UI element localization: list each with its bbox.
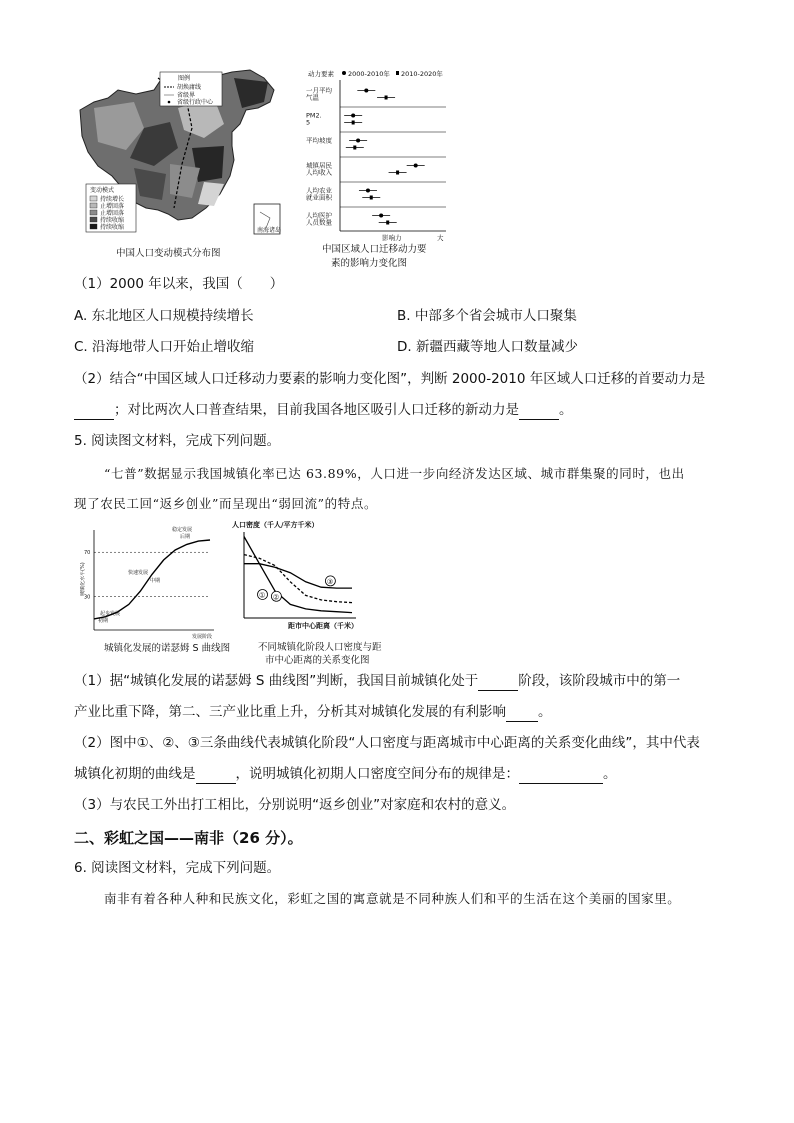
- point-2010-2020: [385, 96, 388, 100]
- x-axis-title: 距市中心距离（千米）: [288, 622, 358, 630]
- q5-2-text-b: ，说明城镇化初期人口密度空间分布的规律是：: [235, 766, 519, 782]
- map-caption: 中国人口变动模式分布图: [116, 248, 221, 259]
- q4-1-stem: （1）2000 年以来，我国（ ）: [74, 276, 284, 292]
- map-legend-title: 图例: [178, 75, 191, 82]
- density-chart: [232, 518, 360, 636]
- curve-marker-label: ②: [272, 593, 280, 602]
- category-label: 气温: [306, 93, 319, 102]
- q5-2-text-c: 。: [603, 766, 617, 782]
- x-axis-label: 发展阶段: [192, 634, 213, 640]
- q6-material: 南非有着各种人种和民族文化，彩虹之国的寓意就是不同种族人们和平的生活在这个美丽的国家里。: [104, 891, 681, 906]
- migration-drivers-chart: [304, 66, 454, 244]
- inset-label: 南海诸岛: [257, 227, 282, 234]
- map-legend-item: 省级界: [177, 92, 196, 99]
- chart-caption-line2: 素的影响力变化图: [331, 258, 408, 269]
- y-axis-label: 城镇化水平(%): [80, 562, 86, 596]
- q5-material-line1: “七普”数据显示我国城镇化率已达 63.89%，人口进一步向经济发达区域、城市群集聚的同时，也出: [104, 466, 685, 481]
- point-2010-2020: [352, 121, 355, 125]
- answer-blank[interactable]: [478, 676, 518, 691]
- answer-blank[interactable]: [196, 769, 236, 784]
- category-label: 人均医护: [306, 211, 332, 220]
- point-2010-2020: [386, 221, 389, 225]
- q5-2-line2: [74, 764, 617, 784]
- legend-marker: [342, 71, 346, 75]
- stage-label: 起步发展: [100, 611, 121, 617]
- map-legend-item: 胡焕庸线: [177, 84, 202, 91]
- category-label: PM2.: [306, 111, 322, 120]
- section-2-heading: [74, 827, 303, 848]
- northam-s-curve-chart: [80, 524, 220, 640]
- section-2-title: 二、彩虹之国——南非（26 分）。: [74, 829, 303, 847]
- map-legend2-item: 持续收缩: [100, 217, 125, 224]
- q5-1-line2: [74, 702, 552, 722]
- map-legend2-title: 变动模式: [90, 187, 115, 194]
- q5-1-text-b: 阶段，该阶段城市中的第一: [518, 673, 681, 689]
- category-label: 一月平均: [306, 86, 332, 95]
- answer-blank[interactable]: [74, 405, 114, 420]
- y-axis-title: 人口密度（千人/平方千米）: [232, 521, 319, 529]
- category-label: 就业面积: [306, 193, 332, 202]
- map-legend2-item: 持续增长: [100, 196, 125, 203]
- q4-2-line2-text: ；对比两次人口普查结果，目前我国各地区吸引人口迁移的新动力是: [114, 402, 519, 418]
- category-label: 人均收入: [306, 168, 332, 177]
- x-axis-end-label: 大: [437, 234, 444, 242]
- legend-marker: [396, 71, 399, 75]
- population-map-figure: [74, 68, 284, 238]
- density-caption-line2: 市中心距离的关系变化图: [265, 655, 370, 666]
- category-label: 平均坡度: [306, 136, 332, 145]
- stage-label: 中期: [150, 578, 161, 584]
- q5-1-line1: [74, 671, 680, 691]
- legend-label: 2010-2020年: [401, 70, 443, 78]
- q5-2-text-a: 城镇化初期的曲线是: [74, 766, 196, 782]
- curve-marker-label: ③: [326, 577, 334, 586]
- map-legend2-item: 止增回落: [100, 210, 125, 217]
- option-a: A. 东北地区人口规模持续增长: [74, 308, 254, 324]
- q5-1-text-c: 产业比重下降，第二、三产业比重上升，分析其对城镇化发展的有利影响: [74, 704, 506, 720]
- answer-blank[interactable]: [519, 769, 603, 784]
- tick-label: 30: [84, 594, 91, 601]
- curve-marker-label: ①: [259, 591, 266, 600]
- q4-2-line1: （2）结合“中国区域人口迁移动力要素的影响力变化图”，判断 2000-2010 年区域人口迁移的首要动力是: [74, 371, 706, 387]
- point-2000-2010: [414, 164, 418, 168]
- density-caption-line1: 不同城镇化阶段人口密度与距: [258, 642, 382, 653]
- map-legend-item: 省级行政中心: [177, 99, 214, 106]
- stage-label: 初期: [98, 618, 109, 624]
- q5-material-line2: 现了农民工回“返乡创业”而呈现出“弱回流”的特点。: [74, 496, 378, 511]
- point-2010-2020: [353, 146, 356, 150]
- category-label: 人均农业: [306, 186, 332, 195]
- stage-label: 稳定发展: [172, 527, 193, 533]
- q5-2-line1: （2）图中①、②、③三条曲线代表城镇化阶段“人口密度与距离城市中心距离的关系变化曲线”，其中代表: [74, 735, 700, 751]
- map-legend2-item: 持续收缩: [100, 224, 125, 231]
- density-curve-3: [244, 564, 352, 588]
- map-legend2-item: 止增回落: [100, 203, 125, 210]
- chart-header: 动力要素: [308, 70, 334, 78]
- q6-stem: 6. 阅读图文材料，完成下列问题。: [74, 860, 281, 876]
- category-label: 城镇居民: [306, 161, 332, 170]
- s-curve-caption: 城镇化发展的诺瑟姆 S 曲线图: [104, 643, 231, 654]
- category-label: 5: [306, 118, 311, 127]
- option-c: C. 沿海地带人口开始止增收缩: [74, 339, 255, 355]
- q5-1-text-d: 。: [538, 704, 552, 720]
- q5-stem: 5. 阅读图文材料，完成下列问题。: [74, 433, 281, 449]
- legend-label: 2000-2010年: [348, 70, 390, 78]
- point-2000-2010: [364, 89, 368, 93]
- point-2010-2020: [396, 171, 399, 175]
- q5-3: （3）与农民工外出打工相比，分别说明“返乡创业”对家庭和农村的意义。: [74, 797, 516, 813]
- stage-label: 后期: [180, 534, 191, 540]
- option-d: D. 新疆西藏等地人口数量减少: [397, 339, 578, 355]
- answer-blank[interactable]: [519, 405, 559, 420]
- q4-2-line2-end: 。: [559, 402, 573, 418]
- s-curve-svg: [80, 524, 220, 640]
- migration-drivers-svg: [304, 66, 454, 244]
- stage-label: 快速发展: [128, 570, 149, 576]
- q4-2-line2: [74, 400, 573, 420]
- category-label: 人员数量: [306, 218, 332, 227]
- answer-blank[interactable]: [506, 707, 538, 722]
- tick-label: 70: [84, 550, 91, 557]
- china-map-image: [74, 68, 284, 238]
- point-2000-2010: [356, 139, 360, 143]
- point-2000-2010: [379, 214, 383, 218]
- x-axis-label: 影响力: [382, 234, 402, 242]
- point-2010-2020: [370, 196, 373, 200]
- q5-1-text-a: （1）据“城镇化发展的诺瑟姆 S 曲线图”判断，我国目前城镇化处于: [74, 673, 479, 689]
- option-b: B. 中部多个省会城市人口聚集: [397, 308, 577, 324]
- density-svg: [232, 518, 360, 636]
- point-2000-2010: [351, 114, 355, 118]
- chart-caption-line1: 中国区域人口迁移动力要: [322, 244, 427, 255]
- point-2000-2010: [366, 189, 370, 193]
